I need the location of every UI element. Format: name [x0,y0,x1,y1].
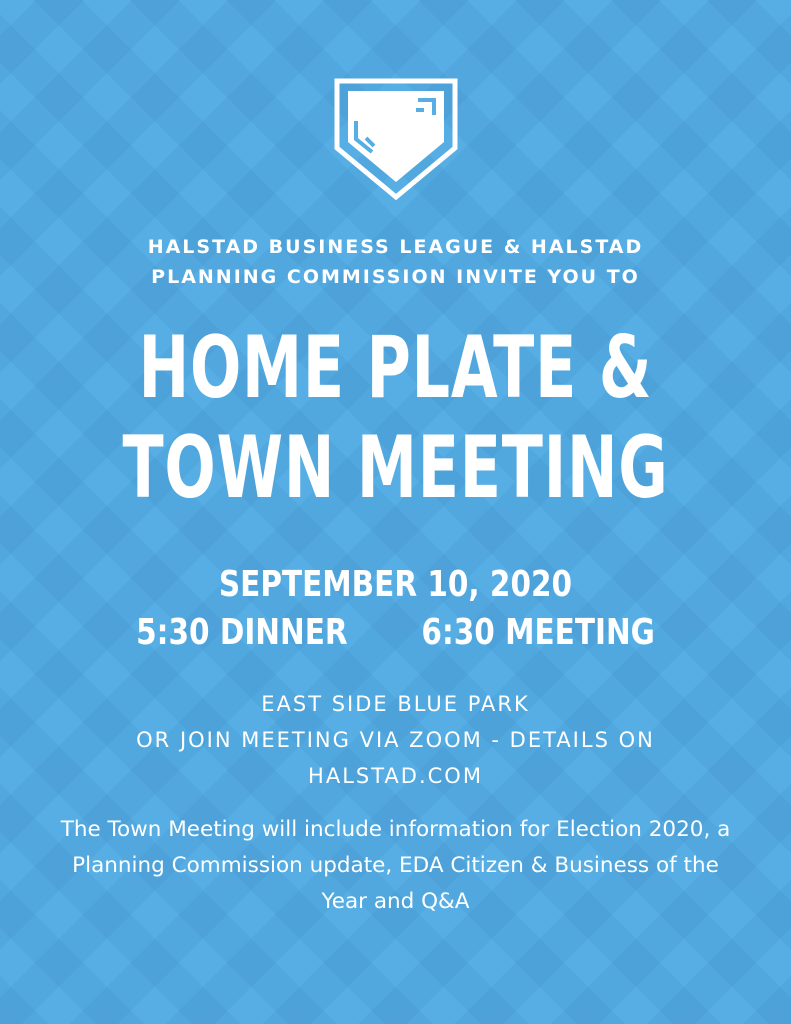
event-date: SEPTEMBER 10, 2020 [218,564,573,605]
location-line-2: OR JOIN MEETING VIA ZOOM - DETAILS ON [136,728,655,752]
event-title [87,318,704,518]
meeting-time: 6:30 MEETING [421,612,655,653]
event-location [0,686,791,794]
organizers-heading [0,232,791,292]
organizers-line-2: PLANNING COMMISSION INVITE YOU TO [151,266,640,288]
organizers-line-1: HALSTAD BUSINESS LEAGUE & HALSTAD [147,236,644,258]
location-line-1: EAST SIDE BLUE PARK [261,692,530,716]
home-plate-icon [334,78,458,200]
dinner-time: 5:30 DINNER [136,612,348,653]
event-title-line-1: HOME PLATE & [138,318,653,418]
event-title-line-2: TOWN MEETING [122,418,669,518]
event-times [71,608,720,658]
location-line-3: HALSTAD.COM [308,764,483,788]
event-description: The Town Meeting will include information for Election 2020, a Planning Commission update, EDA Citizen & Business of the Year and Q&A [60,817,731,914]
